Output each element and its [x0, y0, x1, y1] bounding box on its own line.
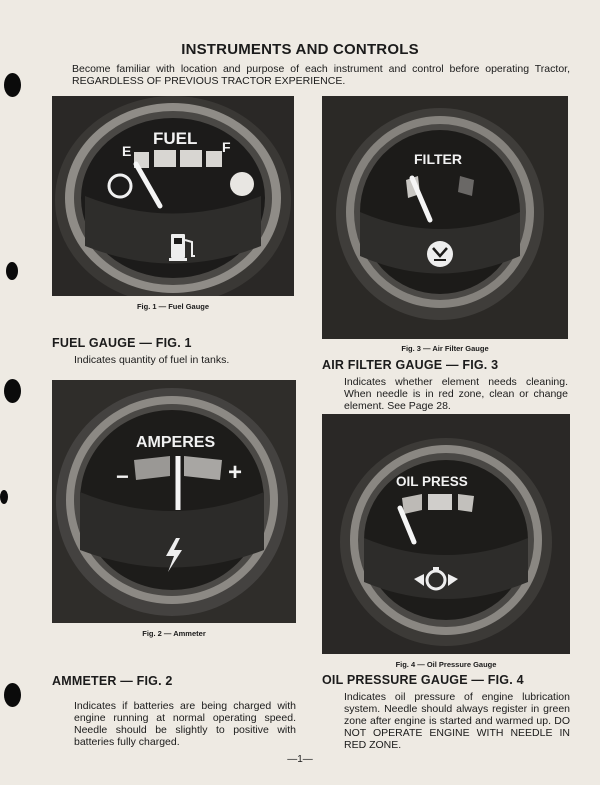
binder-hole	[0, 490, 8, 504]
oil-green-zone	[428, 494, 452, 510]
air-filter-gauge-photo	[322, 96, 568, 339]
fig2-caption: Fig. 2 — Ammeter	[142, 629, 206, 638]
oil-pressure-text-block	[322, 691, 570, 751]
binder-hole	[4, 683, 21, 707]
fig4-caption: Fig. 4 — Oil Pressure Gauge	[395, 660, 497, 669]
fuel-full-indicator	[230, 172, 254, 196]
fuel-empty-mark: E	[122, 143, 132, 159]
oil-pressure-gauge-illustration	[322, 414, 570, 654]
intro-paragraph	[50, 63, 570, 87]
filter-fan-icon	[427, 241, 453, 267]
filter-dial-label: FILTER	[414, 151, 462, 167]
fig1-caption: Fig. 1 — Fuel Gauge	[136, 302, 210, 311]
oil-pressure-text: Indicates oil pressure of engine lubrication system. Needle should always register in green zone after engine is started and warmed up. DO NOT OPERATE ENGINE WITH NEEDLE IN RED ZONE.	[344, 691, 570, 751]
fuel-gauge-text: Indicates quantity of fuel in tanks.	[74, 354, 230, 366]
fuel-gauge-text-block	[52, 354, 296, 366]
air-filter-heading: AIR FILTER GAUGE — FIG. 3	[322, 358, 499, 372]
fuel-gauge-heading: FUEL GAUGE — FIG. 1	[52, 336, 192, 350]
air-filter-gauge-illustration	[322, 96, 568, 339]
binder-hole	[6, 262, 18, 280]
ammeter-text: Indicates if batteries are being charged with engine running at normal operating speed. Needle should be slightly to positive with batteries fully charged.	[74, 700, 296, 748]
binder-hole	[4, 73, 21, 97]
oil-dial-label: OIL PRESS	[396, 474, 468, 489]
fuel-dial-label: FUEL	[153, 129, 198, 148]
ammeter-plus-mark: +	[228, 459, 243, 486]
page-title: INSTRUMENTS AND CONTROLS	[181, 41, 419, 58]
oil-pressure-heading: OIL PRESSURE GAUGE — FIG. 4	[322, 673, 524, 687]
fuel-gauge-photo	[52, 96, 294, 296]
intro-text: Become familiar with location and purpose of each instrument and control before operating Tractor, REGARDLESS OF PREVIOUS TRACTOR EXPERIENCE.	[72, 63, 570, 87]
ammeter-dial-label: AMPERES	[136, 434, 216, 451]
air-filter-text-block	[322, 376, 568, 412]
ammeter-minus-mark: −	[116, 464, 129, 489]
fig3-caption: Fig. 3 — Air Filter Gauge	[401, 344, 489, 353]
fuel-gauge-illustration	[52, 96, 294, 296]
page-number: —1—	[287, 754, 313, 765]
fuel-full-mark: F	[222, 139, 231, 155]
ammeter-illustration	[52, 380, 296, 623]
ammeter-heading: AMMETER — FIG. 2	[52, 674, 173, 688]
oil-pressure-gauge-photo	[322, 414, 570, 654]
air-filter-text: Indicates whether element needs cleaning. When needle is in red zone, clean or change element. See Page 28.	[344, 376, 568, 412]
oil-red-zone	[458, 494, 474, 512]
ammeter-text-block	[52, 700, 296, 748]
binder-hole	[4, 379, 21, 403]
ammeter-photo	[52, 380, 296, 623]
